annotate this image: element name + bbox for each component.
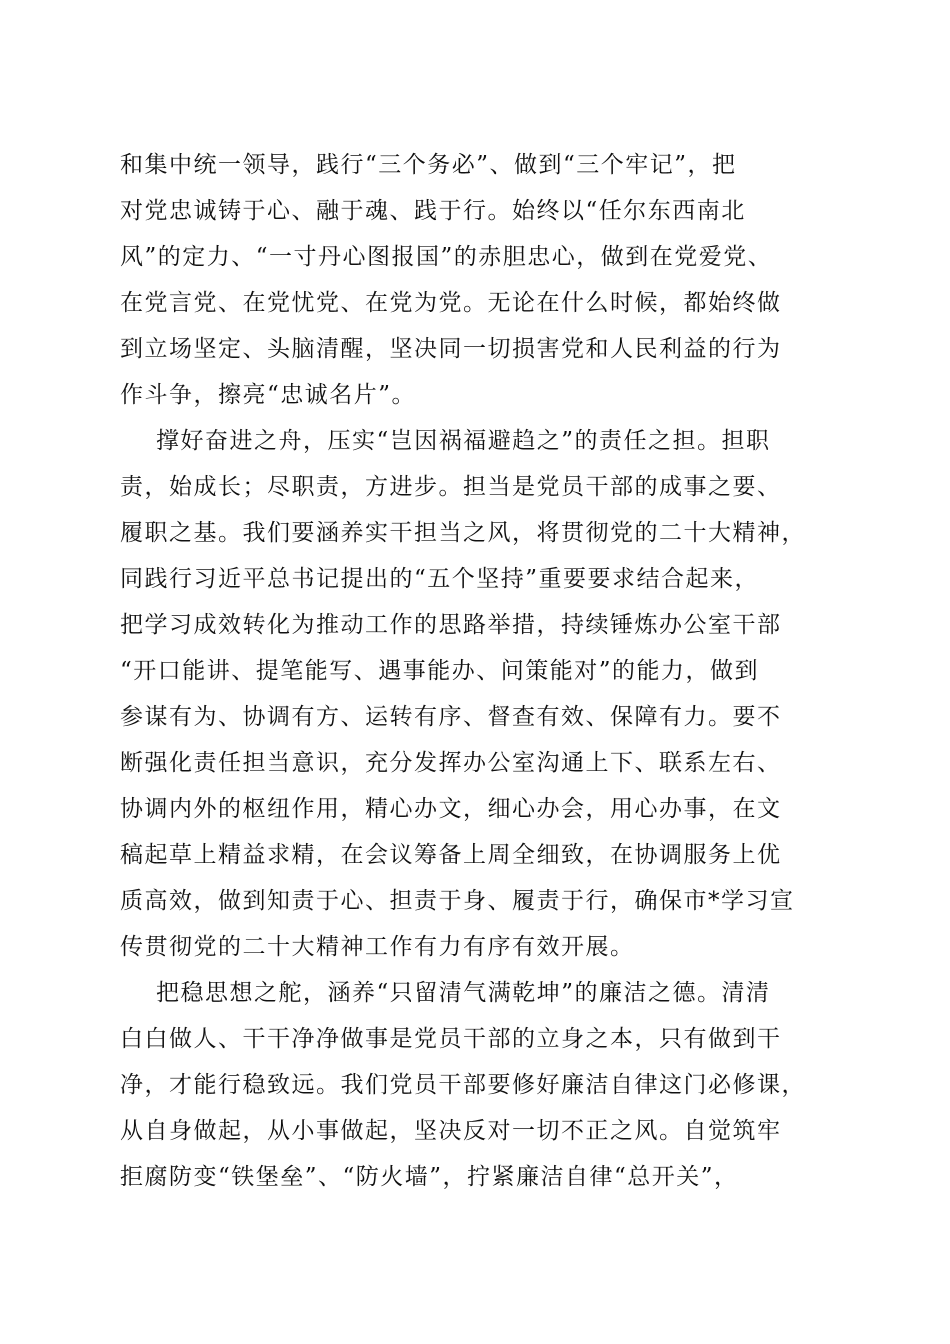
text-line: 净，才能行稳致远。我们党员干部要修好廉洁自律这门必修课， [120, 1072, 806, 1098]
text-line: 和集中统一领导，践行“三个务必”、做到“三个牢记”，把 [120, 152, 737, 178]
text-line: 稿起草上精益求精，在会议筹备上周全细致，在协调服务上优 [120, 842, 782, 868]
text-line: 从自身做起，从小事做起，坚决反对一切不正之风。自觉筑牢 [120, 1118, 782, 1144]
paragraph-loyalty [120, 142, 840, 418]
text-line: 风”的定力、“一寸丹心图报国”的赤胆忠心，做到在党爱党、 [120, 244, 773, 270]
text-line: 参谋有为、协调有方、运转有序、督查有效、保障有力。要不 [120, 704, 782, 730]
text-line: 履职之基。我们要涵养实干担当之风，将贯彻党的二十大精神， [120, 520, 806, 546]
text-line: 把学习成效转化为推动工作的思路举措，持续锤炼办公室干部 [120, 612, 782, 638]
text-line: 撑好奋进之舟，压实“岂因祸福避趋之”的责任之担。担职 [156, 428, 771, 454]
text-line: 同践行习近平总书记提出的“五个坚持”重要要求结合起来， [120, 566, 760, 592]
text-line: “开口能讲、提笔能写、遇事能办、问策能对”的能力，做到 [120, 658, 760, 684]
text-line: 对党忠诚铸于心、融于魂、践于行。始终以“任尔东西南北 [120, 198, 746, 224]
text-line: 到立场坚定、头脑清醒，坚决同一切损害党和人民利益的行为 [120, 336, 782, 362]
text-line: 在党言党、在党忧党、在党为党。无论在什么时候，都始终做 [120, 290, 782, 316]
text-line: 责，始成长；尽职责，方进步。担当是党员干部的成事之要、 [120, 474, 782, 500]
text-line: 传贯彻党的二十大精神工作有力有序有效开展。 [120, 934, 635, 960]
text-line: 拒腐防变“铁堡垒”、“防火墙”，拧紧廉洁自律“总开关”， [120, 1164, 739, 1190]
paragraph-integrity [120, 970, 840, 1200]
text-line: 白白做人、干干净净做事是党员干部的立身之本，只有做到干 [120, 1026, 782, 1052]
paragraph-responsibility [120, 418, 840, 970]
text-line: 作斗争，擦亮“忠诚名片”。 [120, 382, 417, 408]
text-line: 断强化责任担当意识，充分发挥办公室沟通上下、联系左右、 [120, 750, 782, 776]
document-body [120, 142, 840, 1200]
text-line: 把稳思想之舵，涵养“只留清气满乾坤”的廉洁之德。清清 [156, 980, 771, 1006]
text-line: 质高效，做到知责于心、担责于身、履责于行，确保市*学习宣 [120, 888, 795, 914]
text-line: 协调内外的枢纽作用，精心办文，细心办会，用心办事，在文 [120, 796, 782, 822]
